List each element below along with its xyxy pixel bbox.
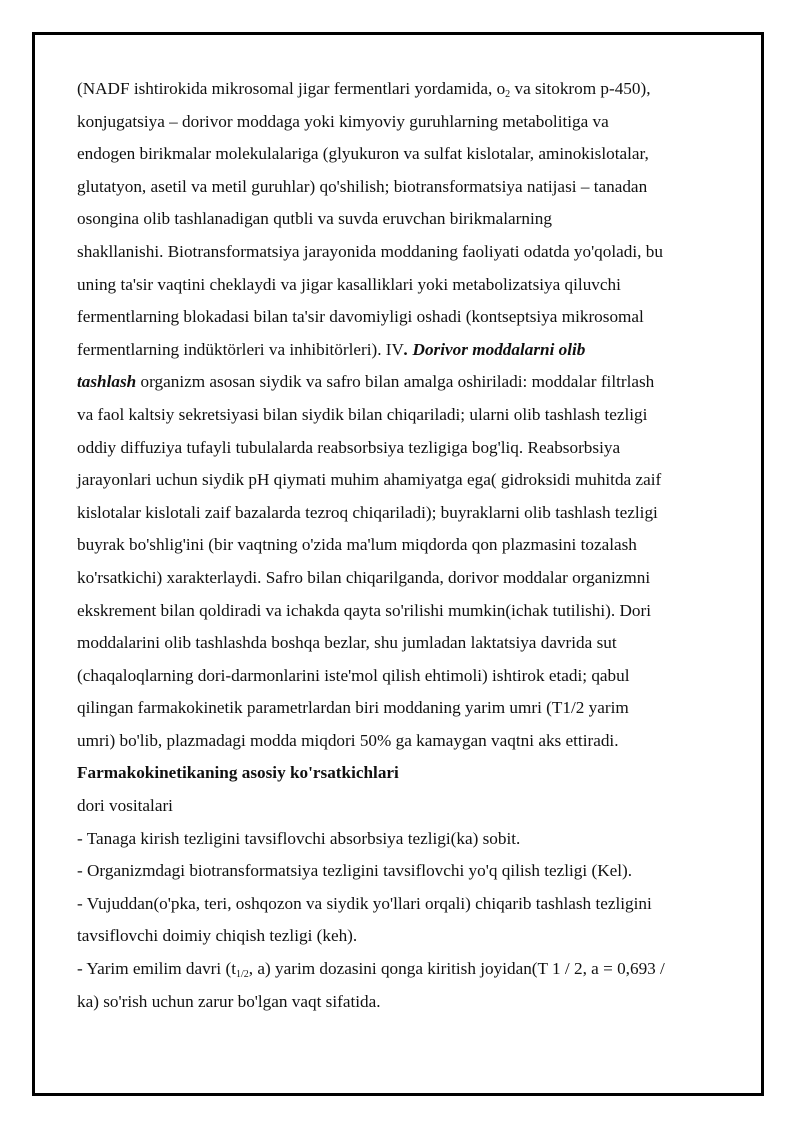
text-line: umri) bo'lib, plazmadagi modda miqdori 50% ga kamaygan vaqtni aks ettiradi. xyxy=(77,730,619,750)
list-item: - Vujuddan(o'pka, teri, oshqozon va siydik yo'llari orqali) chiqarib tashlash tezligini xyxy=(77,893,652,913)
text-line: va faol kaltsiy sekretsiyasi bilan siydik bilan chiqariladi; ularni olib tashlash tezligi xyxy=(77,404,648,424)
section-heading: Farmakokinetikaning asosiy ko'rsatkichlari xyxy=(77,763,399,783)
text-line: ekskrement bilan qoldiradi va ichakda qayta so'rilishi mumkin(ichak tutilishi). Dori xyxy=(77,600,651,620)
section-heading-emphasis: . Dorivor moddalarni olib xyxy=(403,339,586,359)
text-line: osongina olib tashlanadigan qutbli va suvda eruvchan birikmalarning xyxy=(77,209,552,229)
text-line: jarayonlari uchun siydik pH qiymati muhim ahamiyatga ega( gidroksidi muhitda zaif xyxy=(77,470,662,490)
text-line: endogen birikmalar molekulalariga (glyukuron va sulfat kislotalar, aminokislotalar, xyxy=(77,144,649,164)
subscript: 1/2 xyxy=(235,969,249,981)
text-line: ko'rsatkichi) xarakterlaydi. Safro bilan chiqarilganda, dorivor moddalar organizmni xyxy=(77,567,651,587)
text-line: moddalarini olib tashlashda boshqa bezlar, shu jumladan laktatsiya davrida sut xyxy=(77,633,617,653)
text-line: uning ta'sir vaqtini cheklaydi va jigar kasalliklari yoki metabolizatsiya qiluvchi xyxy=(77,274,621,294)
text-line: glutatyon, asetil va metil guruhlar) qo'shilish; biotransformatsiya natijasi – tanadan xyxy=(77,176,648,196)
text-line: qilingan farmakokinetik parametrlardan biri moddaning yarim umri (T1/2 yarim xyxy=(77,698,629,718)
text-line: buyrak bo'shlig'ini (bir vaqtning o'zida ma'lum miqdorda qon plazmasini tozalash xyxy=(77,535,637,555)
text-line: oddiy diffuziya tufayli tubulalarda reabsorbsiya tezligiga bog'liq. Reabsorbsiya xyxy=(77,437,621,457)
document-body xyxy=(77,73,729,1018)
text-line: shakllanishi. Biotransformatsiya jarayonida moddaning faoliyati odatda yo'qoladi, bu xyxy=(77,241,663,261)
text-line: tavsiflovchi doimiy chiqish tezligi (keh). xyxy=(77,926,358,946)
text-line: dori vositalari xyxy=(77,796,173,816)
section-heading-emphasis: tashlash xyxy=(77,372,137,392)
text-line: fermentlarning blokadasi bilan ta'sir davomiyligi oshadi (kontseptsiya mikrosomal xyxy=(77,307,644,327)
text-line: fermentlarning indüktörleri va inhibitörleri). IV. Dorivor moddalarni olib xyxy=(77,339,586,359)
text-line: (NADF ishtirokida mikrosomal jigar fermentlari yordamida, $o_2$ va sitokrom p-450), xyxy=(77,79,651,100)
list-item: - Yarim emilim davri ($t_{1/2}$, a) yarim dozasini qonga kiritish joyidan(T 1 / 2, a = 0,693 / xyxy=(77,959,665,981)
list-item: - Organizmdagi biotransformatsiya tezligini tavsiflovchi yo'q qilish tezligi (Kel). xyxy=(77,861,633,881)
text-line: tashlash organizm asosan siydik va safro bilan amalga oshiriladi: moddalar filtrlash xyxy=(77,372,655,392)
text-line: konjugatsiya – dorivor moddaga yoki kimyoviy guruhlarning metabolitiga va xyxy=(77,111,609,131)
text-line: (chaqaloqlarning dori-darmonlarini iste'mol qilish ehtimoli) ishtirok etadi; qabul xyxy=(77,665,630,685)
list-item: - Tanaga kirish tezligini tavsiflovchi absorbsiya tezligi(ka) sobit. xyxy=(77,828,521,848)
text-line: ka) so'rish uchun zarur bo'lgan vaqt sifatida. xyxy=(77,991,381,1011)
text-line: kislotalar kislotali zaif bazalarda tezroq chiqariladi); buyraklarni olib tashlash tezligi xyxy=(77,502,658,522)
subscript: 2 xyxy=(505,89,511,100)
